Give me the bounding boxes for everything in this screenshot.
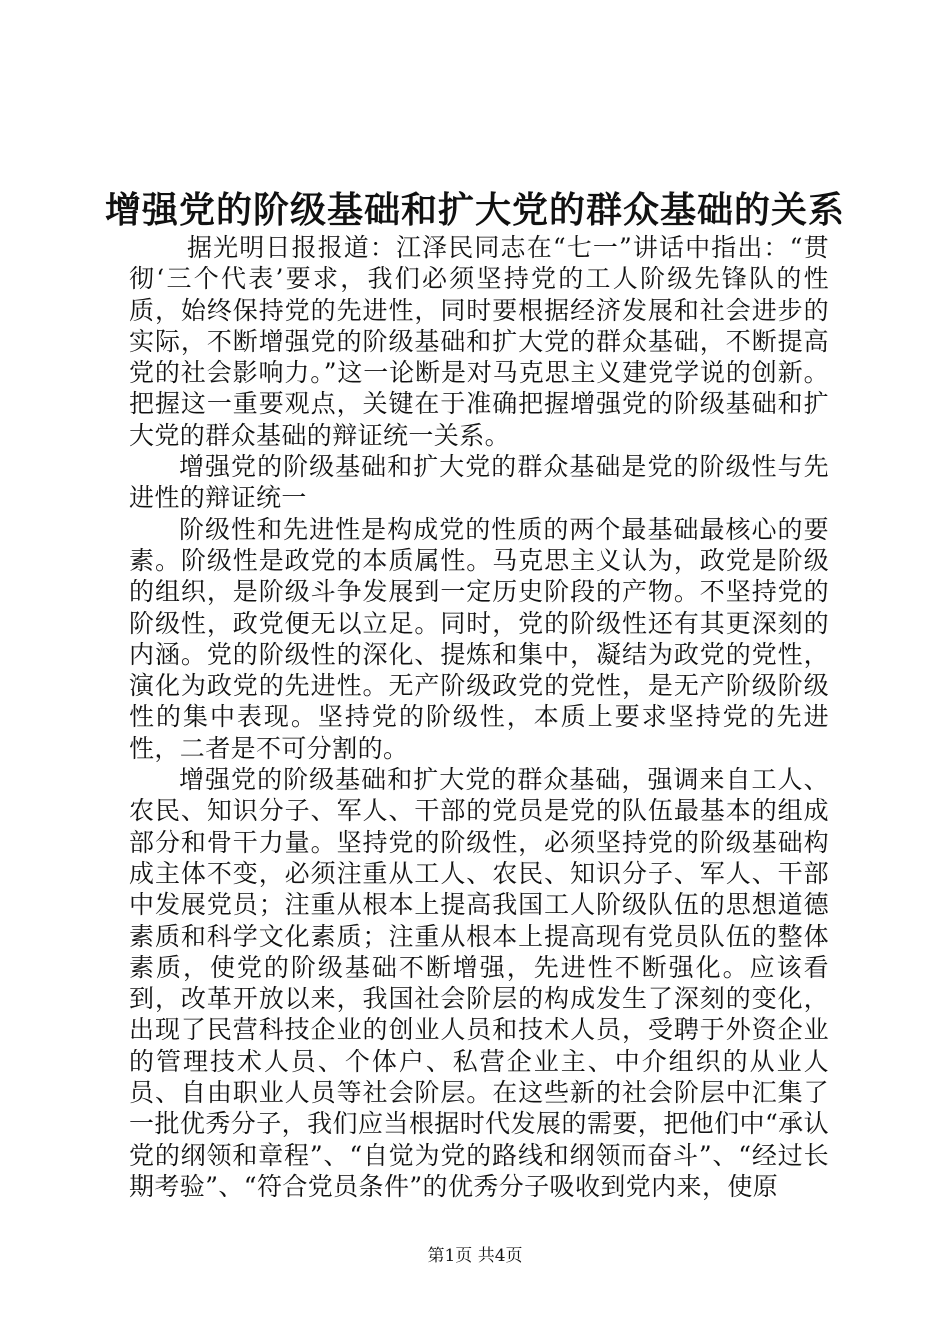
page-number-footer: 第1页 共4页 [427,1246,523,1266]
paragraph-section-heading: 增强党的阶级基础和扩大党的群众基础是党的阶级性与先进性的辩证统一 [129,452,829,513]
paragraph-intro: 据光明日报报道：江泽民同志在“七一”讲话中指出：“贯彻‘三个代表’要求，我们必须坚持党的工人阶级先锋队的性质，始终保持党的先进性，同时要根据经济发展和社会进步的实际，不断增强党的阶级基础和扩大党的群众基础，不断提高党的社会影响力。”这一论断是对马克思主义建党学说的创新。把握这一重要观点，关键在于准确把握增强党的阶级基础和扩大党的群众基础的辩证统一关系。 [129,233,829,450]
paragraph-class-nature: 阶级性和先进性是构成党的性质的两个最基础最核心的要素。阶级性是政党的本质属性。马克思主义认为，政党是阶级的组织，是阶级斗争发展到一定历史阶段的产物。不坚持党的阶级性，政党便无以立足。同时，党的阶级性还有其更深刻的内涵。党的阶级性的深化、提炼和集中，凝结为政党的党性，演化为政党的先进性。无产阶级政党的党性，是无产阶级阶级性的集中表现。坚持党的阶级性，本质上要求坚持党的先进性，二者是不可分割的。 [129,514,829,763]
document-title: 增强党的阶级基础和扩大党的群众基础的关系 [104,189,845,231]
document-body [129,232,829,1202]
paragraph-mass-base: 增强党的阶级基础和扩大党的群众基础，强调来自工人、农民、知识分子、军人、干部的党员是党的队伍最基本的组成部分和骨干力量。坚持党的阶级性，必须坚持党的阶级基础构成主体不变，必须注重从工人、农民、知识分子、军人、干部中发展党员；注重从根本上提高我国工人阶级队伍的思想道德素质和科学文化素质；注重从根本上提高现有党员队伍的整体素质，使党的阶级基础不断增强，先进性不断强化。应该看到，改革开放以来，我国社会阶层的构成发生了深刻的变化，出现了民营科技企业的创业人员和技术人员，受聘于外资企业的管理技术人员、个体户、私营企业主、中介组织的从业人员、自由职业人员等社会阶层。在这些新的社会阶层中汇集了一批优秀分子，我们应当根据时代发展的需要，把他们中“承认党的纲领和章程”、“自觉为党的路线和纲领而奋斗”、“经过长期考验”、“符合党员条件”的优秀分子吸收到党内来，使原 [129,765,829,1201]
